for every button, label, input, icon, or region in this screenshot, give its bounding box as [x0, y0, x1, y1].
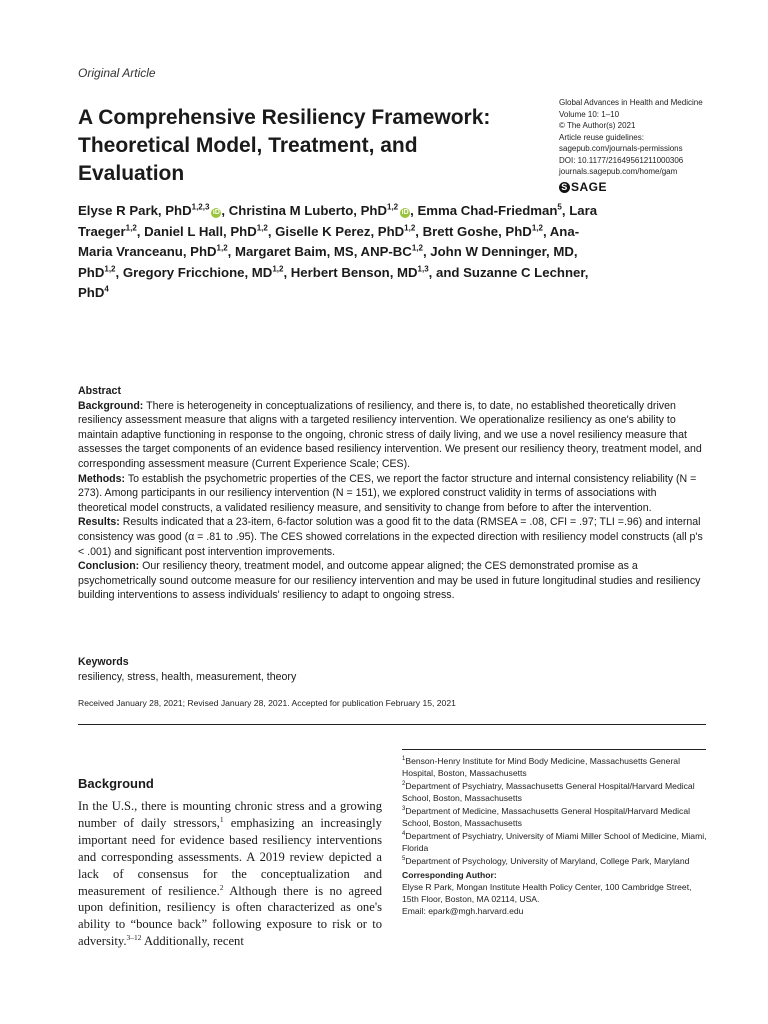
journal-name: Global Advances in Health and Medicine [559, 98, 703, 107]
abstract-heading: Abstract [78, 385, 121, 397]
author-affiliation-marker: 1,2 [104, 264, 116, 274]
affiliation-text: Benson-Henry Institute for Mind Body Medicine, Massachusetts General Hospital, Boston, Massachusetts [402, 756, 680, 778]
affiliation-item [402, 855, 707, 867]
author-separator: , and [428, 264, 464, 280]
author-name: Christina M Luberto, PhD [228, 203, 387, 218]
keywords [78, 655, 706, 684]
abstract-background: Background: There is heterogeneity in conceptualizations of resiliency, and there is, to date, no established theoretically driven resiliency assessment measure that aligns with a targeted resiliency intervention. We operationalize resiliency as one's ability to maintain adaptive functioning in response to the ongoing, chronic stress of daily living, and we use a novel resiliency measure that assesses the target components of an evidence based resiliency intervention. We present our resiliency theory, treatment model, and corresponding assessment measure (Current Experience Scale; CES). [78, 399, 702, 470]
affiliation-item [402, 805, 707, 829]
author-separator: , [542, 223, 550, 239]
background-paragraph: In the U.S., there is mounting chronic stress and a growing number of daily stressors,$^1$ emphasizing an increasingly important need for evidence based resiliency interventions and corresponding assessments. A 2019 review depicted a lack of consensus for the conceptualization and measurement of resilience.$^2$ Although there is no agreed upon definition, resiliency is often characterized as one's ability to “bounce back” following exposure to risk or to adversity.$^{3-12}$ Additionally, recent [78, 799, 383, 949]
author-affiliation-marker: 1,3 [417, 264, 429, 274]
reference-link[interactable]: 1 [219, 814, 224, 824]
author-affiliation-marker: 1,2 [531, 223, 543, 233]
author-separator: , [415, 223, 423, 239]
corresponding-author-email[interactable]: Email: epark@mgh.harvard.edu [402, 906, 524, 916]
abstract-results: Results: Results indicated that a 23-item, 6-factor solution was a good fit to the data (RMSEA = .08, CFI = .97; TLI =.96) and internal consistency was good (α = .81 to .95). The CES showed correlations in the expected direction with resiliency model constructs (all p's < .001) and significant post intervention improvements. [78, 516, 703, 558]
reference-link[interactable]: 3–12 [126, 933, 142, 943]
keywords-list: resiliency, stress, health, measurement, theory [78, 670, 297, 683]
author-name: Emma Chad-Friedman [417, 203, 558, 218]
author-name: Elyse R Park, PhD [78, 203, 192, 218]
author-affiliation-marker: 1,2 [216, 243, 228, 253]
affiliation-text: Department of Psychiatry, Massachusetts General Hospital/Harvard Medical School, Boston, Massachusetts [402, 781, 695, 803]
article-type: Original Article [78, 66, 156, 80]
publisher-name: SAGE [571, 180, 608, 194]
author-separator: , [267, 223, 276, 239]
journal-copyright: © The Author(s) 2021 [559, 121, 636, 130]
affiliation-number: 3 [402, 806, 406, 813]
abstract-conclusion: Conclusion: Our resiliency theory, treatment model, and outcome appear aligned; the CES demonstrated promise as a psychometrically sound outcome measure for our resiliency intervention and may be used in future longitudinal studies and resiliency building interventions to assess individuals' resiliency to adapt to ongoing stress. [78, 560, 701, 602]
orcid-icon[interactable]: iD [212, 209, 220, 216]
author-name: Giselle K Perez, PhD [275, 223, 405, 239]
received-dates: Received January 28, 2021; Revised January 28, 2021. Accepted for publication February 15, 2021 [78, 698, 456, 708]
author-separator: , [410, 203, 418, 218]
author-name: Brett Goshe, PhD [422, 223, 532, 239]
article-title: A Comprehensive Resiliency Framework: Theoretical Model, Treatment, and Evaluation [78, 106, 491, 185]
footnote-divider [402, 749, 706, 750]
journal-home-link[interactable]: journals.sagepub.com/home/gam [559, 167, 678, 176]
journal-volume: Volume 10: 1–10 [559, 109, 620, 119]
author-separator: , [221, 203, 229, 218]
author-name: Daniel L Hall, PhD [144, 223, 257, 239]
author-affiliation-marker: 1,2 [387, 202, 399, 212]
footnotes [402, 755, 707, 917]
reuse-label: Article reuse guidelines: [559, 132, 644, 142]
divider [78, 724, 706, 725]
affiliation-text: Department of Psychiatry, University of Miami Miller School of Medicine, Miami, Florida [402, 831, 707, 853]
doi-link[interactable]: DOI: 10.1177/21649561211000306 [559, 155, 684, 165]
reference-link[interactable]: 2 [219, 882, 224, 892]
author-separator: , [227, 244, 235, 260]
corresponding-author-address: Elyse R Park, Mongan Institute Health Policy Center, 100 Cambridge Street, 15th Floor, Boston, MA 02114, USA. [402, 882, 692, 904]
author-name: John W Denninger, MD, PhD [78, 244, 578, 280]
abstract [78, 384, 706, 603]
affiliation-number: 5 [402, 856, 406, 863]
affiliation-list [402, 755, 707, 867]
affiliation-item [402, 780, 707, 804]
author-name: Herbert Benson, MD [290, 264, 418, 280]
affiliation-number: 4 [402, 831, 406, 838]
author-affiliation-marker: 4 [104, 284, 109, 294]
author-name: Suzanne C Lechner, PhD [78, 264, 589, 301]
author-separator: , [561, 203, 570, 218]
author-separator: , [422, 244, 431, 260]
author-affiliation-marker: 5 [557, 202, 562, 212]
author-list [78, 201, 598, 304]
author-separator: , [115, 264, 123, 280]
affiliation-item [402, 755, 707, 779]
author-name: Margaret Baim, MS, ANP-BC [234, 244, 412, 260]
author-affiliation-marker: 1,2 [404, 223, 416, 233]
reuse-link[interactable]: sagepub.com/journals-permissions [559, 144, 683, 153]
affiliation-text: Department of Psychology, University of Maryland, College Park, Maryland [405, 856, 690, 866]
affiliation-number: 1 [402, 756, 406, 763]
author-separator: , [136, 223, 145, 239]
orcid-icon[interactable]: iD [401, 209, 409, 216]
author-name: Ana-Maria Vranceanu, PhD [78, 223, 580, 260]
keywords-heading: Keywords [78, 656, 129, 668]
publisher-logo [559, 180, 607, 194]
author-name: Lara Traeger [78, 203, 598, 239]
author-name: Gregory Fricchione, MD [122, 264, 273, 280]
author-affiliation-marker: 1,2 [272, 264, 284, 274]
corresponding-author-heading: Corresponding Author: [402, 870, 497, 880]
sage-logo-icon: S [559, 182, 570, 193]
author-separator: , [283, 264, 291, 280]
abstract-methods: Methods: To establish the psychometric properties of the CES, we report the factor structure and internal consistency reliability (N = 273). Among participants in our resiliency intervention (N = 151), we explored construct validity in terms of associations with theoretical model constructs, a validated resiliency measure, and sensitivity to change from before to after the intervention. [78, 472, 697, 514]
affiliation-text: Department of Medicine, Massachusetts General Hospital/Harvard Medical School, Boston, Massachusetts [402, 806, 691, 828]
author-affiliation-marker: 1,2,3 [191, 202, 210, 212]
author-affiliation-marker: 1,2 [411, 243, 423, 253]
journal-info [559, 97, 729, 178]
background-heading: Background [78, 776, 154, 791]
affiliation-item [402, 830, 707, 854]
author-affiliation-marker: 1,2 [125, 223, 137, 233]
affiliation-number: 2 [402, 781, 406, 788]
author-affiliation-marker: 1,2 [256, 223, 268, 233]
